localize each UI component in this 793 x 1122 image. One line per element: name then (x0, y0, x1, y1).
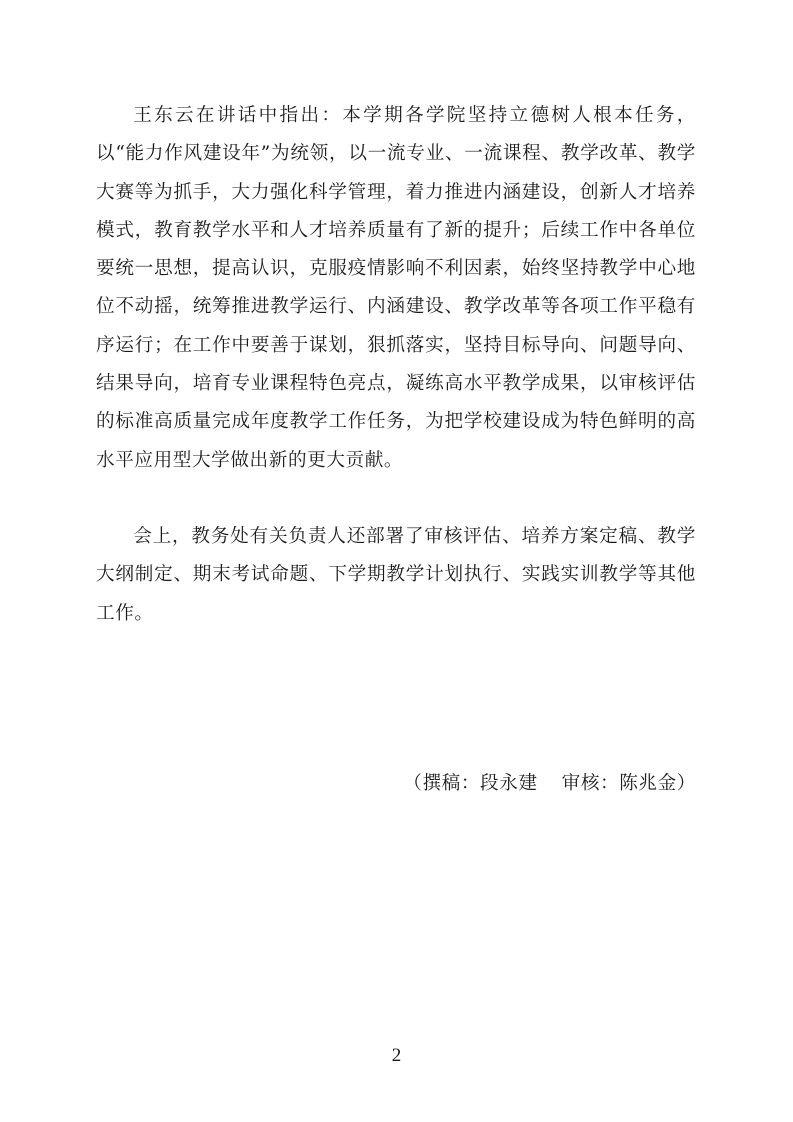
reviewer-credit: 审核：陈兆金） (561, 773, 696, 794)
body-paragraph-meeting: 会上，教务处有关负责人还部署了审核评估、培养方案定稿、教学大纲制定、期末考试命题、下学期教学计划执行、实践实训教学等其他工作。 (96, 526, 696, 624)
author-signature (403, 765, 696, 803)
writer-credit: （撰稿：段永建 (403, 773, 538, 794)
body-paragraph-speech: 王东云在讲话中指出：本学期各学院坚持立德树人根本任务，以“能力作风建设年”为统领，以一流专业、一流课程、教学改革、教学大赛等为抓手，大力强化科学管理，着力推进内涵建设，创新人才培养模式，教育教学水平和人才培养质量有了新的提升；后续工作中各单位要统一思想，提高认识，克服疫情影响不利因素，始终坚持教学中心地位不动摇，统筹推进教学运行、内涵建设、教学改革等各项工作平稳有序运行；在工作中要善于谋划，狠抓落实，坚持目标导向、问题导向、结果导向，培育专业课程特色亮点，凝练高水平教学成果，以审核评估的标准高质量完成年度教学工作任务，为把学校建设成为特色鲜明的高水平应用型大学做出新的更大贡献。 (96, 105, 696, 471)
page-number: 2 (391, 1045, 402, 1066)
